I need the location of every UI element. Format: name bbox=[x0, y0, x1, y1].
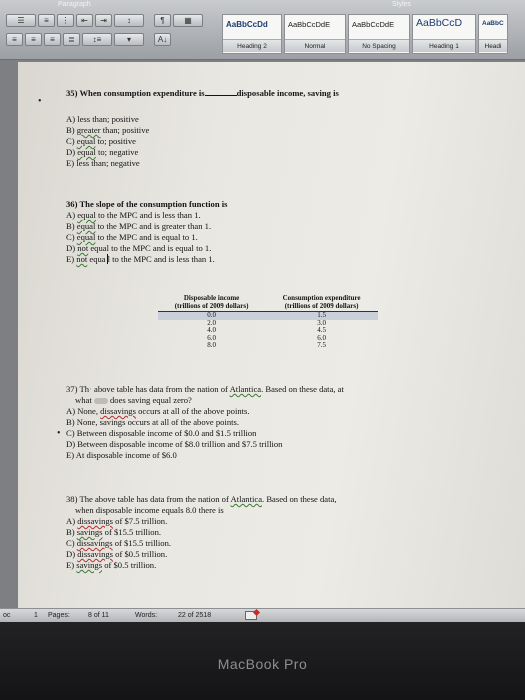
option-36-b[interactable] bbox=[66, 221, 227, 232]
grammar-flagged-word: savings bbox=[76, 560, 103, 570]
words-label: Words: bbox=[135, 612, 158, 619]
question-35-stem bbox=[66, 88, 339, 99]
table-row bbox=[158, 342, 378, 350]
option-38-d[interactable] bbox=[66, 549, 336, 560]
stem-text: what bbox=[75, 395, 94, 405]
table-cell[interactable]: 1.5 bbox=[265, 312, 378, 320]
decrease-indent-button[interactable] bbox=[76, 14, 93, 27]
question-37-stem-line2 bbox=[66, 395, 344, 406]
table-cell[interactable]: 0.0 bbox=[158, 312, 265, 320]
header-line: (trillions of 2009 dollars) bbox=[284, 302, 359, 310]
style-normal[interactable] bbox=[284, 14, 346, 54]
style-preview: AaBbCcD bbox=[416, 17, 463, 29]
option-text: of $0.5 trillion. bbox=[102, 560, 157, 570]
answer-blank bbox=[205, 95, 237, 96]
style-name: Heading 2 bbox=[223, 39, 281, 52]
grammar-flagged-word: equal bbox=[76, 136, 96, 146]
question-38-stem-line2: when disposable income equals 8.0 there is bbox=[75, 505, 224, 515]
option-35-b[interactable] bbox=[66, 125, 149, 136]
outdent-icon: ⇤ bbox=[81, 16, 88, 25]
table-cell[interactable]: 2.0 bbox=[207, 318, 216, 327]
style-name: Heading 1 bbox=[413, 39, 475, 52]
shading-button[interactable] bbox=[114, 33, 144, 46]
glare-spot bbox=[94, 398, 108, 404]
stem-text: . Based on these data, at bbox=[261, 384, 344, 394]
text-direction-button[interactable] bbox=[154, 33, 171, 46]
question-36-stem: 36) The slope of the consumption function is bbox=[66, 199, 228, 209]
stem-text: above table has data from the nation of bbox=[91, 384, 230, 394]
option-text: l to the MPC and is less than 1. bbox=[107, 254, 215, 264]
align-center-button[interactable] bbox=[25, 33, 42, 46]
option-label: C) bbox=[66, 538, 77, 548]
stem-text: does saving equal zero? bbox=[107, 395, 192, 405]
option-label: A) bbox=[66, 210, 78, 220]
option-label: E) bbox=[66, 254, 77, 264]
table-cell[interactable]: 3.0 bbox=[317, 318, 326, 327]
option-label: A) bbox=[66, 516, 78, 526]
grammar-flagged-word: greater bbox=[76, 125, 101, 135]
align-left-button[interactable] bbox=[6, 33, 23, 46]
spell-flagged-word: dissavings bbox=[100, 406, 136, 416]
pilcrow-icon: ¶ bbox=[160, 16, 165, 25]
option-text: to the MPC and is less than 1. bbox=[95, 210, 201, 220]
align-left-icon: ≡ bbox=[12, 35, 17, 44]
table-row bbox=[158, 335, 378, 343]
justify-icon: ≣ bbox=[68, 35, 75, 44]
option-38-b[interactable] bbox=[66, 527, 336, 538]
option-text: equa bbox=[87, 254, 106, 264]
table-cell[interactable]: 6.0 bbox=[207, 333, 216, 342]
spell-flagged-word: Atlantica bbox=[229, 384, 262, 394]
multilevel-list-icon: ⋮ bbox=[61, 16, 70, 25]
option-label: D) bbox=[66, 243, 78, 253]
table-row bbox=[158, 312, 378, 320]
option-text: of $7.5 trillion. bbox=[113, 516, 168, 526]
word-count[interactable]: 22 of 2518 bbox=[178, 612, 212, 619]
question-35-stem-a: 35) When consumption expenditure is bbox=[66, 88, 205, 98]
question-36 bbox=[66, 199, 227, 265]
bullet-list-icon: ☰ bbox=[17, 16, 25, 25]
option-label: D) bbox=[66, 549, 78, 559]
table-header-consumption bbox=[265, 293, 378, 312]
paragraph-row-bottom bbox=[6, 33, 171, 46]
spell-flagged-word: dissavings bbox=[76, 538, 113, 548]
status-bar bbox=[0, 608, 525, 622]
question-37 bbox=[66, 384, 344, 461]
grid-icon: ▦ bbox=[184, 16, 192, 25]
option-38-c[interactable] bbox=[66, 538, 336, 549]
option-text: occurs at all of the above points. bbox=[135, 406, 250, 416]
option-35-e[interactable]: E) less than; negative bbox=[66, 158, 140, 168]
spell-flagged-word: dissavings bbox=[77, 516, 114, 526]
option-37-c[interactable]: C) Between disposable income of $0.0 and $1.5 trillion bbox=[66, 428, 257, 438]
option-38-e[interactable] bbox=[66, 560, 336, 571]
show-formatting-button[interactable] bbox=[154, 14, 171, 27]
grammar-flagged-word: not bbox=[76, 254, 88, 264]
table-cell[interactable]: 4.5 bbox=[317, 326, 326, 335]
question-38 bbox=[66, 494, 336, 571]
stem-text: 37) Th bbox=[66, 384, 89, 394]
indent-icon: ⇥ bbox=[100, 16, 107, 25]
option-text: to; negative bbox=[95, 147, 139, 157]
data-table bbox=[158, 293, 378, 350]
table-cell[interactable]: 8.0 bbox=[207, 341, 216, 350]
laptop-bezel bbox=[0, 622, 525, 700]
option-35-c[interactable] bbox=[66, 136, 149, 147]
option-36-c[interactable] bbox=[66, 232, 227, 243]
justify-button[interactable] bbox=[63, 33, 80, 46]
spell-flagged-word: dissavings bbox=[77, 549, 114, 559]
paragraph-group-label: Paragraph bbox=[58, 1, 91, 8]
sort-button[interactable] bbox=[114, 14, 144, 27]
grammar-flagged-word: equal bbox=[77, 210, 96, 220]
style-preview: AaBbC bbox=[482, 20, 504, 27]
option-label: B) bbox=[66, 221, 77, 231]
paint-bucket-icon: ▾ bbox=[126, 35, 131, 44]
line-spacing-icon: ↕≡ bbox=[92, 35, 102, 44]
grammar-flagged-word: savings bbox=[76, 527, 103, 537]
device-label: MacBook Pro bbox=[217, 656, 308, 672]
style-heading-2[interactable] bbox=[222, 14, 282, 54]
option-text: of $15.5 trillion. bbox=[102, 527, 162, 537]
align-right-button[interactable] bbox=[44, 33, 61, 46]
table-row bbox=[158, 327, 378, 335]
question-35-options bbox=[66, 114, 149, 169]
spellcheck-status-icon[interactable] bbox=[245, 611, 257, 620]
option-label: D) bbox=[66, 147, 78, 157]
stem-text: . Based on these data, bbox=[262, 494, 337, 504]
stem-text: 38) The above table has data from the nation of bbox=[66, 494, 231, 504]
option-label: A) None, bbox=[66, 406, 101, 416]
option-37-e[interactable]: E) At disposable income of $6.0 bbox=[66, 450, 177, 460]
option-label: C) bbox=[66, 136, 77, 146]
text-direction-icon: A↓ bbox=[157, 35, 168, 44]
bullets-button[interactable] bbox=[6, 14, 36, 27]
option-label: C) bbox=[66, 232, 77, 242]
table-header-disposable-income bbox=[158, 293, 265, 312]
style-name: Headi bbox=[479, 39, 507, 52]
grammar-flagged-word: equal bbox=[76, 232, 96, 242]
style-name: No Spacing bbox=[349, 39, 409, 52]
style-heading-1[interactable] bbox=[412, 14, 476, 54]
question-38-stem-line1 bbox=[66, 494, 336, 505]
style-heading-more[interactable] bbox=[478, 14, 508, 54]
option-text: to the MPC and is equal to 1. bbox=[95, 232, 198, 242]
question-35-stem-b: disposable income, saving is bbox=[236, 88, 339, 98]
table-borders-button[interactable] bbox=[173, 14, 203, 27]
header-line: Disposable income bbox=[183, 294, 240, 302]
option-36-a[interactable] bbox=[66, 210, 227, 221]
grammar-flagged-word: equal bbox=[76, 221, 96, 231]
header-line: Consumption expenditure bbox=[282, 294, 361, 302]
styles-group-label: Styles bbox=[392, 1, 412, 8]
option-text: than; positive bbox=[100, 125, 150, 135]
numbering-button[interactable] bbox=[38, 14, 55, 27]
option-text: of $15.5 trillion. bbox=[112, 538, 172, 548]
pages-label: Pages: bbox=[48, 612, 70, 619]
multilevel-button[interactable] bbox=[57, 14, 74, 27]
align-center-icon: ≡ bbox=[31, 35, 36, 44]
numbered-list-icon: ≡ bbox=[44, 16, 49, 25]
increase-indent-button[interactable] bbox=[95, 14, 112, 27]
option-text: equal to the MPC and is equal to 1. bbox=[88, 243, 212, 253]
option-36-d[interactable] bbox=[66, 243, 227, 254]
spell-flagged-word: Atlantica bbox=[230, 494, 263, 504]
obscured-text: · bbox=[89, 384, 92, 394]
grammar-flagged-word: equal bbox=[77, 147, 96, 157]
style-preview: AaBbCcDdE bbox=[352, 20, 395, 29]
pages-count[interactable]: 8 of 11 bbox=[88, 612, 109, 619]
style-preview: AaBbCcDd bbox=[226, 20, 268, 29]
bullet-marker: • bbox=[57, 428, 61, 439]
style-name: Normal bbox=[285, 39, 345, 52]
style-no-spacing[interactable] bbox=[348, 14, 410, 54]
table-header-row bbox=[158, 293, 378, 312]
question-35 bbox=[66, 88, 339, 99]
option-label: B) bbox=[66, 125, 77, 135]
ribbon-toolbar bbox=[0, 0, 525, 60]
option-35-a[interactable]: A) less than; positive bbox=[66, 114, 139, 124]
header-line: (trillions of 2009 dollars) bbox=[174, 302, 249, 310]
option-37-b[interactable]: B) None, savings occurs at all of the above points. bbox=[66, 417, 240, 427]
option-37-d[interactable]: D) Between disposable income of $8.0 trillion and $7.5 trillion bbox=[66, 439, 283, 449]
option-38-a[interactable] bbox=[66, 516, 336, 527]
styles-gallery bbox=[222, 14, 508, 54]
table-cell[interactable]: 4.0 bbox=[207, 326, 216, 335]
align-right-icon: ≡ bbox=[50, 35, 55, 44]
table-row bbox=[158, 320, 378, 328]
option-text: to the MPC and is greater than 1. bbox=[95, 221, 212, 231]
option-label: B) bbox=[66, 527, 77, 537]
paragraph-row-top bbox=[6, 14, 203, 27]
option-text: to; positive bbox=[95, 136, 136, 146]
bullet-marker: • bbox=[38, 96, 42, 107]
option-36-e[interactable] bbox=[66, 254, 227, 265]
table-cell[interactable]: 7.5 bbox=[317, 341, 326, 350]
option-text: of $0.5 trillion. bbox=[113, 549, 168, 559]
section-number[interactable]: 1 bbox=[34, 612, 38, 619]
style-preview: AaBbCcDdE bbox=[288, 20, 331, 29]
grammar-flagged-word: not bbox=[77, 243, 89, 253]
option-label: E) bbox=[66, 560, 77, 570]
question-37-stem-line1 bbox=[66, 384, 344, 395]
table-cell[interactable]: 6.0 bbox=[317, 333, 326, 342]
status-left-label: oc bbox=[3, 612, 11, 619]
option-35-d[interactable] bbox=[66, 147, 149, 158]
line-spacing-button[interactable] bbox=[82, 33, 112, 46]
option-37-a[interactable] bbox=[66, 406, 344, 417]
sort-icon: ↕ bbox=[127, 16, 131, 25]
